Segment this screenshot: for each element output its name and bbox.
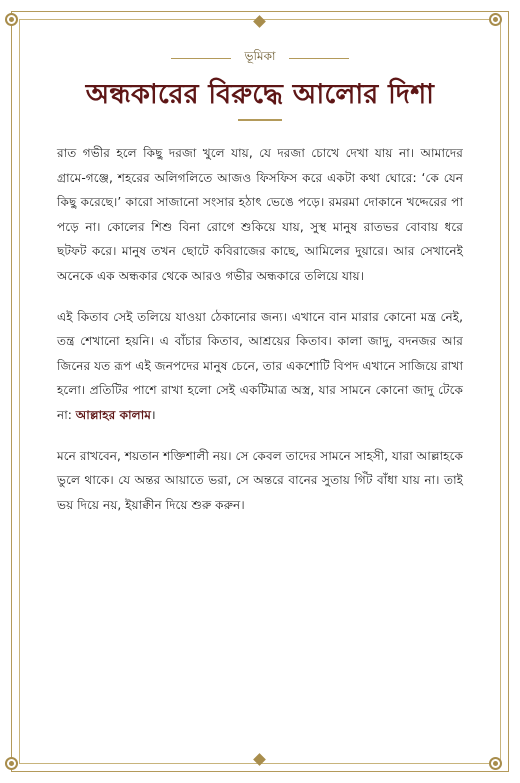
highlight-quran: আল্লাহর কালাম	[75, 407, 152, 422]
decorative-rule-left	[171, 58, 231, 59]
paragraph-2	[57, 305, 463, 428]
paragraph-2-end: ।	[151, 407, 156, 422]
decorative-rule-right	[289, 58, 349, 59]
paragraph-1: রাত গভীর হলে কিছু দরজা খুলে যায়, যে দরজা চোখে দেখা যায় না। আমাদের গ্রামে-গঞ্জে, শহরের অলিগলিতে আজও ফিসফিস করে একটা কথা ঘোরে: ‘কে যেন কিছু করেছে।’ কারো সাজানো সংসার হঠাৎ ভেঙে পড়ে। রমরমা দোকানে খদ্দেরের পা পড়ে না। কোলের শিশু বিনা রোগে শুকিয়ে যায়, সুস্থ মানুষ রাতভর বোবায় ধরে ছটফট করে। মানুষ তখন ছোটে কবিরাজের কাছে, আমিলের দুয়ারে। আর সেখানেই অনেকে এক অন্ধকার থেকে আরও গভীর অন্ধকারে তলিয়ে যায়।	[57, 146, 463, 283]
paragraph-3: মনে রাখবেন, শয়তান শক্তিশালী নয়। সে কেবল তাদের সামনে সাহসী, যারা আল্লাহকে ভুলে থাকে। যে অন্তর আয়াতে ভরা, সে অন্তরে বানের সুতায় গিঁট বাঁধা যায় না। তাই ভয় দিয়ে নয়, ইয়াক্বীন দিয়ে শুরু করুন।	[57, 448, 463, 512]
corner-ornament-bottom-left	[5, 757, 18, 770]
paragraph-2-text: এই কিতাব সেই তলিয়ে যাওয়া ঠেকানোর জন্য। এখানে বান মারার কোনো মন্ত্র নেই, তন্ত্র শেখানো হয়নি। এ বাঁচার কিতাব, আশ্রয়ের কিতাব। কালা জাদু, বদনজর আর জিনের যত রূপ এই জনপদের মানুষ চেনে, তার একশোটি বিপদ এখানে সাজিয়ে রাখা হলো। প্রতিটির পাশে রাখা হলো সেই একটিমাত্র অস্ত্র, যার সামনে কোনো জাদু টেকে না:	[57, 309, 463, 422]
title-underline	[238, 119, 282, 121]
section-label: ভূমিকা	[244, 49, 276, 63]
page-title: অন্ধকারের বিরুদ্ধে আলোর দিশা	[85, 79, 435, 110]
corner-ornament-top-right	[489, 13, 502, 26]
corner-ornament-top-left	[5, 13, 18, 26]
corner-ornament-bottom-right	[489, 757, 502, 770]
section-label-row	[0, 48, 520, 68]
body-text	[57, 141, 463, 533]
